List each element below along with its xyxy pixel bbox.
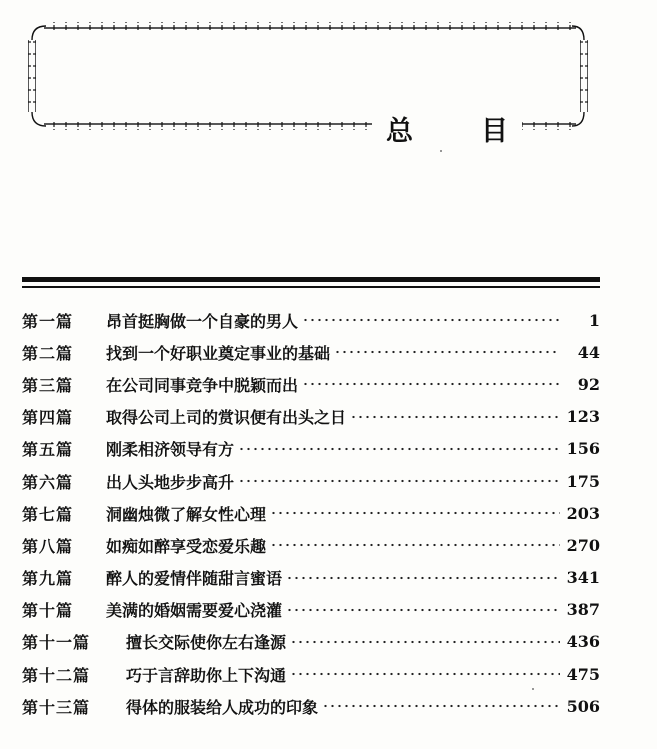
toc-leader — [238, 442, 560, 456]
toc-leader — [334, 345, 560, 359]
table-of-contents — [22, 304, 600, 722]
toc-part: 第七篇 — [22, 504, 74, 524]
toc-row — [22, 690, 600, 722]
toc-part: 第一篇 — [22, 311, 74, 331]
toc-title: 在公司同事竞争中脱颖而出 — [106, 375, 299, 395]
toc-row — [22, 401, 600, 433]
title-char-left: 总 — [386, 115, 413, 147]
toc-part: 第三篇 — [22, 375, 74, 395]
toc-page: 341 — [566, 568, 600, 588]
toc-title: 取得公司上司的赏识便有出头之日 — [106, 408, 347, 428]
toc-page: 506 — [566, 696, 600, 716]
toc-part: 第六篇 — [22, 472, 74, 492]
toc-page: 156 — [566, 439, 600, 459]
toc-row — [22, 529, 600, 561]
toc-part: 第九篇 — [22, 569, 74, 589]
toc-leader — [290, 635, 560, 649]
toc-page: 44 — [577, 342, 600, 362]
toc-page: 436 — [566, 632, 600, 652]
toc-row — [22, 658, 600, 690]
toc-title: 刚柔相济领导有方 — [106, 440, 235, 460]
toc-row — [22, 368, 600, 400]
toc-title: 美满的婚姻需要爱心浇灌 — [106, 601, 283, 621]
toc-part: 第十一篇 — [22, 633, 91, 653]
toc-page: 123 — [566, 407, 600, 427]
toc-part: 第八篇 — [22, 536, 74, 556]
toc-page: 1 — [588, 310, 600, 330]
toc-page: 175 — [566, 471, 600, 491]
toc-page: 475 — [566, 664, 600, 684]
toc-page: 92 — [577, 374, 600, 394]
toc-row — [22, 336, 600, 368]
toc-part: 第十三篇 — [22, 697, 91, 717]
toc-page: 270 — [566, 535, 600, 555]
toc-row — [22, 465, 600, 497]
toc-row — [22, 433, 600, 465]
toc-title: 昂首挺胸做一个自豪的男人 — [106, 311, 299, 331]
toc-title: 擅长交际使你左右逢源 — [126, 633, 287, 653]
toc-part: 第五篇 — [22, 440, 74, 460]
toc-row — [22, 497, 600, 529]
toc-row — [22, 626, 600, 658]
toc-row — [22, 594, 600, 626]
toc-row — [22, 562, 600, 594]
print-speck — [440, 150, 442, 152]
toc-title: 洞幽烛微了解女性心理 — [106, 504, 267, 524]
toc-leader — [238, 474, 560, 488]
toc-title: 巧于言辞助你上下沟通 — [126, 665, 287, 685]
toc-title: 出人头地步步高升 — [106, 472, 235, 492]
title-char-right: 目 — [481, 115, 508, 147]
toc-leader — [270, 538, 560, 552]
toc-part: 第十篇 — [22, 601, 74, 621]
toc-leader — [270, 506, 560, 520]
toc-leader — [322, 699, 560, 713]
toc-leader — [302, 377, 560, 391]
page-title — [372, 108, 522, 148]
toc-leader — [350, 410, 560, 424]
toc-title: 如痴如醉享受恋爱乐趣 — [106, 536, 267, 556]
divider-thin — [22, 286, 600, 288]
toc-title: 找到一个好职业奠定事业的基础 — [106, 343, 331, 363]
toc-leader — [286, 603, 560, 617]
toc-part: 第十二篇 — [22, 665, 91, 685]
toc-leader — [302, 313, 560, 327]
decorative-frame — [0, 0, 657, 160]
toc-title: 醉人的爱情伴随甜言蜜语 — [106, 569, 283, 589]
toc-leader — [286, 571, 560, 585]
toc-part: 第二篇 — [22, 343, 74, 363]
toc-row — [22, 304, 600, 336]
divider-thick — [22, 277, 600, 282]
toc-leader — [290, 667, 560, 681]
toc-part: 第四篇 — [22, 408, 74, 428]
toc-title: 得体的服装给人成功的印象 — [126, 697, 319, 717]
toc-page: 387 — [566, 600, 600, 620]
toc-page: 203 — [566, 503, 600, 523]
